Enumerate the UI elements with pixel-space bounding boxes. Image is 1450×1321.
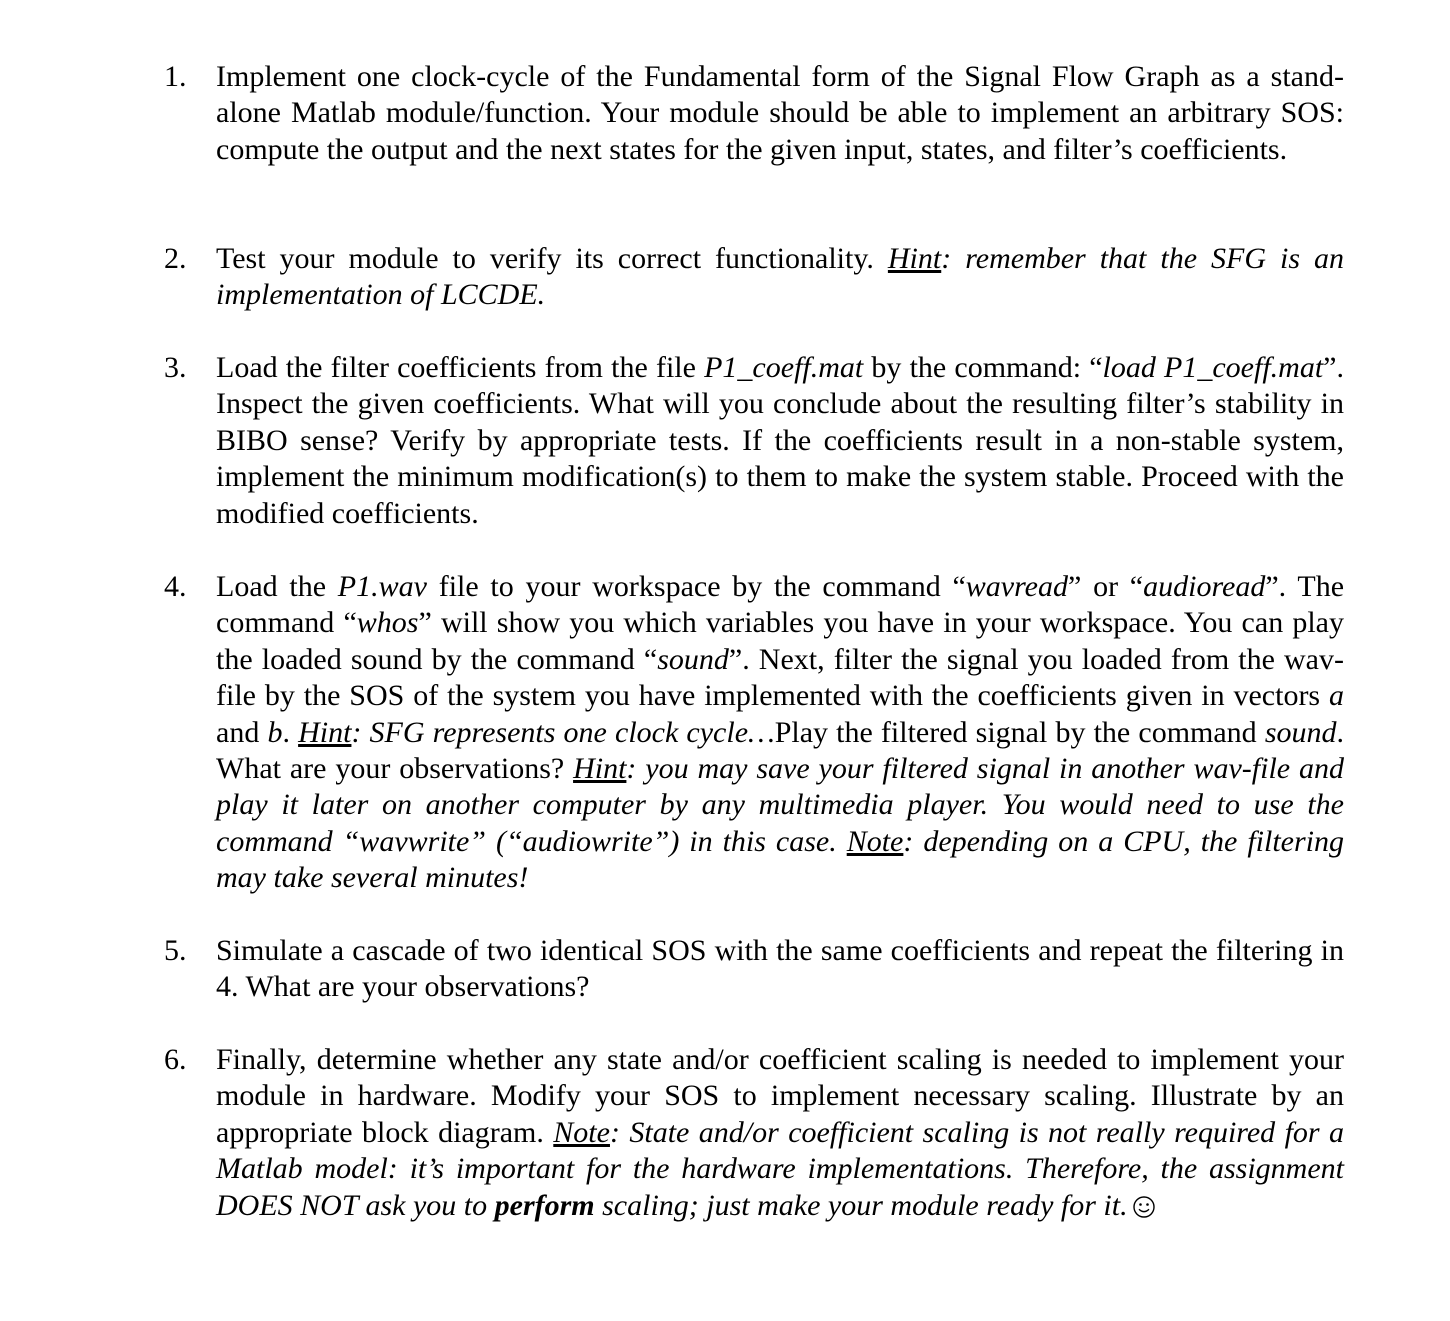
task-text-segment: Test your module to verify its correct functionality. [216,242,888,275]
note-text: : State and/or coefficient scaling is not really required for a Matlab model: it’s important for the hardware implementations. Therefore, the assignment DOES NOT ask you to [216,1115,1345,1222]
task-number: 6. [164,1043,187,1076]
task-text-segment: Load the filter coefficients from the file [216,351,705,384]
command-text: audioread [1143,570,1266,603]
task-text-segment: . What are your observations? [216,715,1344,786]
hint-label: Hint [298,715,352,749]
task-text [216,1042,1344,1224]
task-number: 2. [164,242,187,275]
task-text [216,59,1344,168]
task-text-segment: file to your workspace by the command “ [426,570,966,603]
task-text-segment: ” will show you which variables you have in your workspace. You can play the loaded sound by the command “ [216,606,1344,676]
emphasis-text: perform [494,1188,595,1222]
task-text [216,933,1344,1006]
hint-label: Hint [573,752,627,786]
task-text-segment: ”. The command “ [216,570,1345,640]
task-item-2 [164,241,1346,314]
task-item-5 [164,933,1346,1006]
smiley-icon [1132,1195,1156,1219]
note-label: Note [553,1115,610,1149]
task-item-4 [164,569,1346,897]
file-name: P1_coeff.mat [704,351,864,384]
task-number: 4. [164,570,187,603]
task-text-segment: Finally, determine whether any state and/or coefficient scaling is needed to implement your module in hardware. Modify your SOS to implement necessary scaling. Illustrate by an appropriate block diagram. [216,1043,1344,1149]
task-text [216,350,1344,532]
hint-text: : remember that the SFG is an implementation of LCCDE. [216,242,1345,312]
task-text-segment: Implement one clock-cycle of the Fundamental form of the Signal Flow Graph as a stand-alone Matlab module/function. Your module should be able to implement an arbitrary SOS: compute the output and the next states for the given input, states, and filter’s coefficients. [216,60,1344,166]
command-text: wavread [965,570,1068,603]
task-text [216,569,1344,897]
note-label: Note [846,824,904,858]
note-text: : depending on a CPU, the filtering may take several minutes! [216,824,1344,895]
command-text: sound [657,642,729,676]
task-text-segment: Load the [216,570,338,603]
task-text-segment: ”. Next, filter the signal you loaded from the wav-file by the SOS of the system you have implemented with the coefficients given in vectors [216,642,1344,713]
task-text-segment: by the command: “ [863,351,1103,384]
file-name: P1.wav [337,570,427,603]
variable-name: a [1329,679,1344,713]
hint-text: : SFG represents one clock cycle… [351,715,775,749]
command-text: sound [1264,715,1337,749]
task-text-segment: Simulate a cascade of two identical SOS with the same coefficients and repeat the filtering in 4. What are your observations? [216,934,1344,1004]
task-text-segment: . [282,715,299,749]
command-text: load P1_coeff.mat [1102,351,1324,384]
task-item-3 [164,350,1346,532]
task-text-segment: and [216,715,268,749]
task-number: 5. [164,934,187,967]
hint-label: Hint [887,242,942,275]
hint-text: : you may save your filtered signal in another wav-file and play it later on another computer by any multimedia player. You would need to use the command “wavwrite” (“audiowrite”) in this case. [216,752,1344,858]
variable-name: b [267,715,283,749]
task-text [216,241,1344,314]
task-number: 3. [164,351,187,384]
task-text-segment: ”. Inspect the given coefficients. What will you conclude about the resulting filter’s stability in BIBO sense? Verify by appropriate tests. If the coefficients result in a non-stable system, implement the minimum modification(s) to them to make the system stable. Proceed with the modified coefficients. [216,351,1344,530]
task-text-segment: Play the filtered signal by the command [774,715,1265,749]
note-text: scaling; just make your module ready for it. [594,1188,1128,1222]
task-item-6 [164,1042,1346,1224]
task-text-segment: ” or “ [1068,570,1144,603]
command-text: whos [356,606,419,640]
task-number: 1. [164,60,187,93]
task-item-1 [164,59,1346,168]
